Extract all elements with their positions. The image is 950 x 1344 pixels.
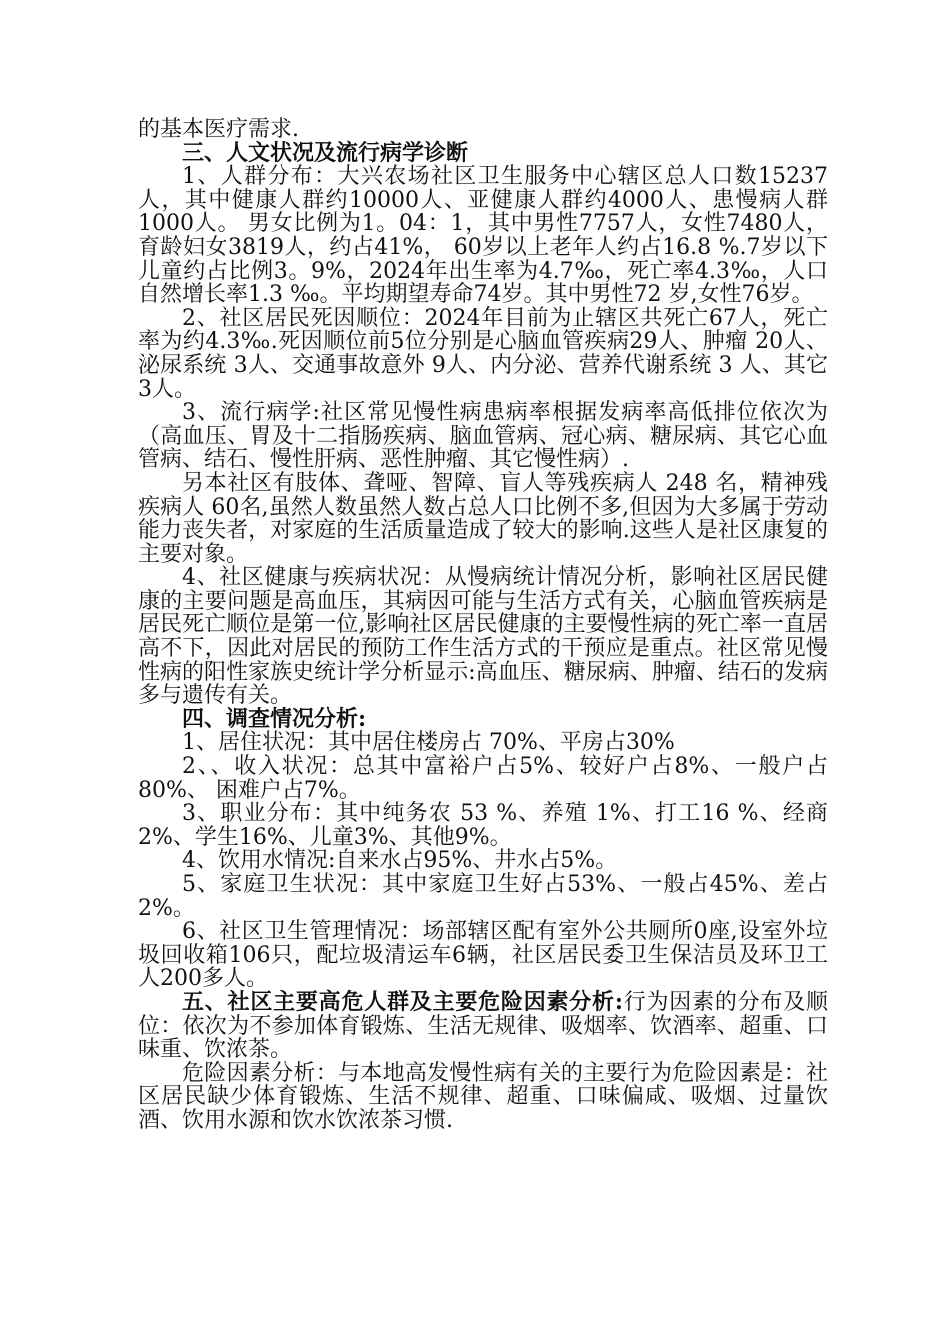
risk-factors-paragraph: 危险因素分析：与本地高发慢性病有关的主要行为危险因素是：社区居民缺少体育锻炼、生活不规律、超重、口味偏咸、吸烟、过量饮酒、饮用水源和饮水饮浓茶习惯. <box>138 1060 828 1133</box>
section-5-paragraph <box>138 988 828 1063</box>
document-page <box>138 118 828 1133</box>
death-causes-paragraph: 2、社区居民死因顺位：2024年目前为止辖区共死亡67人，死亡率为约4.3‰.死因顺位前5位分别是心脑血管疾病29人、肿瘤 20人、泌尿系统 3人、交通事故意外 9人、内分泌、营养代谢系统 3 人、其它3人。 <box>138 305 828 402</box>
epidemiology-paragraph: 3、流行病学:社区常见慢性病患病率根据发病率高低排位依次为（高血压、胃及十二指肠疾病、脑血管病、冠心病、糖尿病、其它心血管病、结石、慢性肝病、恶性肿瘤、其它慢性病）. <box>138 400 828 473</box>
health-status-paragraph: 4、社区健康与疾病状况：从慢病统计情况分析，影响社区居民健康的主要问题是高血压，其病因可能与生活方式有关，心脑血管疾病是居民死亡顺位是第一位,影响社区居民健康的主要慢性病的死亡率一直居高不下，因此对居民的预防工作生活方式的干预应是重点。社区常见慢性病的阳性家族史统计学分析显示:高血压、糖尿病、肿瘤、结石的发病多与遗传有关。 <box>138 565 828 709</box>
survey-item: 2、、收入状况：总其中富裕户占5%、较好户占8%、一般户占80%、 困难户占7%。 <box>138 754 828 803</box>
disability-paragraph: 另本社区有肢体、聋哑、智障、盲人等残疾病人 248 名，精神残疾病人 60名,虽然人数虽然人数占总人口比例不多,但因为大多属于劳动能力丧失者，对家庭的生活质量造成了较大的影响.这些人是社区康复的主要对象。 <box>138 470 828 567</box>
section-5-heading: 五、社区主要高危人群及主要危险因素分析: <box>182 988 623 1015</box>
section-3-heading: 三、人文状况及流行病学诊断 <box>182 139 469 166</box>
survey-item: 3、职业分布：其中纯务农 53 %、养殖 1%、打工16 %、经商 2%、学生16%、儿童3%、其他9%。 <box>138 801 828 850</box>
lead-line: 的基本医疗需求. <box>138 117 299 142</box>
survey-item: 4、饮用水情况:自来水占95%、井水占5%。 <box>182 848 618 874</box>
survey-item: 1、居住状况：其中居住楼房占 70%、平房占30% <box>182 730 675 756</box>
population-distribution-paragraph: 1、人群分布：大兴农场社区卫生服务中心辖区总人口数15237人，其中健康人群约10000人、亚健康人群约4000人、患慢病人群1000人。 男女比例为1。04：1，其中男性7757人，女性7480人，育龄妇女3819人，约占41%， 60岁以上老年人约占16.8 %.7岁以下儿童约占比例3。9%，2024年出生率为4.7‰，死亡率4.3‰，人口自然增长率1.3 ‰。平均期望寿命74岁。其中男性72 岁,女性76岁。 <box>138 164 828 308</box>
survey-item: 6、社区卫生管理情况：场部辖区配有室外公共厕所0座,设室外垃圾回收箱106只，配垃圾清运车6辆，社区居民委卫生保洁员及环卫工人200多人。 <box>138 919 828 992</box>
behavior-factors-text: 行为因素的分布及顺位：依次为不参加体育锻炼、生活无规律、吸烟率、饮酒率、超重、口味重、饮浓茶。 <box>138 989 828 1063</box>
section-4-heading: 四、调查情况分析: <box>182 705 367 732</box>
survey-item: 5、家庭卫生状况：其中家庭卫生好占53%、一般占45%、差占2%。 <box>138 872 828 921</box>
